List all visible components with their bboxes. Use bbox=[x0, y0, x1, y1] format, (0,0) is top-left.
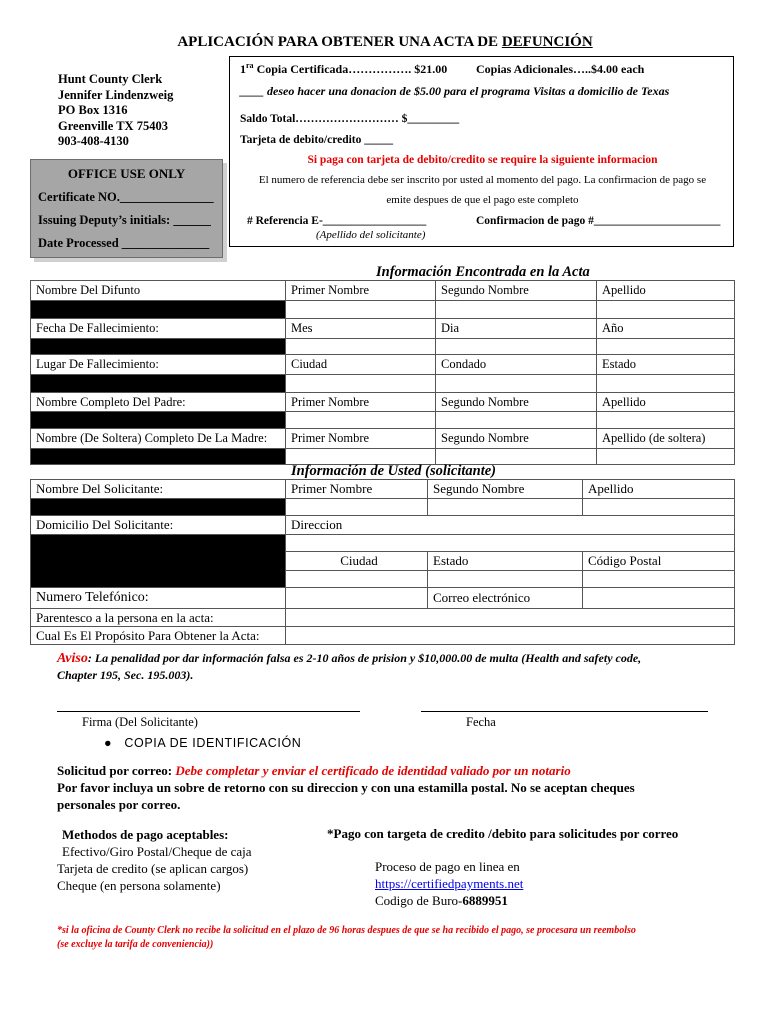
first-copy-text: Copia Certificada……………. $21.00 bbox=[253, 62, 448, 76]
table-row bbox=[31, 429, 735, 449]
input-cell[interactable] bbox=[286, 609, 735, 627]
blacked-cell bbox=[31, 535, 286, 588]
blacked-cell bbox=[31, 339, 286, 355]
bullet-icon: ● bbox=[104, 736, 113, 750]
clerk-line: Jennifer Lindenzweig bbox=[58, 87, 174, 102]
table-row bbox=[31, 516, 735, 535]
online-payment bbox=[375, 858, 523, 909]
row-label: Lugar De Fallecimiento: bbox=[31, 355, 286, 375]
mail-line-3: personales por correo. bbox=[57, 797, 181, 812]
clerk-line: 903-408-4130 bbox=[58, 134, 129, 148]
payment-link[interactable]: https://certifiedpayments.net bbox=[375, 876, 524, 891]
table-row bbox=[31, 627, 735, 645]
donation-line bbox=[240, 84, 669, 99]
method-item: Cheque (en persona solamente) bbox=[57, 878, 221, 893]
donation-blank[interactable]: ____ bbox=[240, 84, 264, 98]
refund-line: (se excluye la tarifa de conveniencia)) bbox=[57, 939, 214, 950]
input-cell[interactable] bbox=[436, 339, 597, 355]
deputy-initials-field[interactable]: Issuing Deputy’s initials: ______ bbox=[38, 213, 211, 227]
input-cell[interactable] bbox=[583, 588, 735, 609]
row-label: Nombre Completo Del Padre: bbox=[31, 393, 286, 412]
col-label: Mes bbox=[286, 319, 436, 339]
table-row bbox=[31, 355, 735, 375]
input-cell[interactable] bbox=[286, 301, 436, 319]
col-label: Ciudad bbox=[286, 355, 436, 375]
clerk-line: Greenville TX 75403 bbox=[58, 118, 168, 133]
blacked-cell bbox=[31, 375, 286, 393]
col-label: Dia bbox=[436, 319, 597, 339]
input-cell[interactable] bbox=[597, 301, 735, 319]
id-copy-item bbox=[104, 736, 301, 750]
id-copy-text: COPIA DE IDENTIFICACIÓN bbox=[124, 736, 302, 750]
table-row bbox=[31, 339, 735, 355]
input-cell[interactable] bbox=[597, 449, 735, 465]
methods-title: Methodos de pago aceptables: bbox=[62, 827, 229, 842]
online-text: Proceso de pago en linea en bbox=[375, 859, 520, 874]
col-label: Apellido (de soltera) bbox=[597, 429, 735, 449]
col-label: Primer Nombre bbox=[286, 281, 436, 301]
input-cell[interactable] bbox=[286, 571, 428, 588]
input-cell[interactable] bbox=[286, 412, 436, 429]
reference-field[interactable]: # Referencia E-__________________ bbox=[247, 215, 427, 227]
row-label: Cual Es El Propósito Para Obtener la Acta: bbox=[31, 627, 286, 645]
input-cell[interactable] bbox=[428, 571, 583, 588]
row-label: Nombre Del Difunto bbox=[31, 281, 286, 301]
signature-label: Firma (Del Solicitante) bbox=[82, 715, 198, 729]
table-row bbox=[31, 609, 735, 627]
col-label: Segundo Nombre bbox=[436, 281, 597, 301]
table-row bbox=[31, 375, 735, 393]
col-label: Apellido bbox=[597, 393, 735, 412]
aviso-text-2: Chapter 195, Sec. 195.003). bbox=[57, 668, 194, 682]
aviso-label: Aviso bbox=[57, 651, 88, 666]
col-label: Estado bbox=[428, 552, 583, 571]
col-label: Condado bbox=[436, 355, 597, 375]
blacked-cell bbox=[31, 449, 286, 465]
row-label: Fecha De Fallecimiento: bbox=[31, 319, 286, 339]
input-cell[interactable] bbox=[286, 339, 436, 355]
refund-notice bbox=[57, 924, 747, 952]
input-cell[interactable] bbox=[597, 412, 735, 429]
table-row bbox=[31, 480, 735, 499]
date-label: Fecha bbox=[466, 715, 496, 729]
blacked-cell bbox=[31, 412, 286, 429]
row-label: Parentesco a la persona en la acta: bbox=[31, 609, 286, 627]
title-underlined: DEFUNCIÓN bbox=[501, 34, 593, 50]
input-cell[interactable] bbox=[286, 627, 735, 645]
col-label: Código Postal bbox=[583, 552, 735, 571]
reference-sub: (Apellido del solicitante) bbox=[316, 229, 426, 241]
first-copy-sup: ra bbox=[246, 61, 254, 70]
date-line[interactable] bbox=[421, 711, 708, 712]
input-cell[interactable] bbox=[428, 499, 583, 516]
table-row bbox=[31, 499, 735, 516]
first-copy-num: 1 bbox=[240, 62, 246, 76]
table-row bbox=[31, 535, 735, 552]
refund-line: *si la oficina de County Clerk no recibe la solicitud en el plazo de 96 horas despues de que se ha recibido el pago, se procesara un reembolso bbox=[57, 925, 636, 936]
donation-text: deseo hacer una donacion de $5.00 para el programa Visitas a domicilio de Texas bbox=[264, 84, 670, 98]
col-label: Apellido bbox=[597, 281, 735, 301]
card-notice: Si paga con tarjeta de debito/credito se require la siguiente informacion bbox=[307, 154, 658, 166]
buro-code bbox=[375, 892, 523, 909]
input-cell[interactable] bbox=[436, 375, 597, 393]
input-cell[interactable] bbox=[436, 301, 597, 319]
buro-label: Codigo de Buro- bbox=[375, 893, 463, 908]
input-cell[interactable] bbox=[583, 571, 735, 588]
confirmation-field[interactable]: Confirmacion de pago #______________________ bbox=[476, 215, 721, 227]
col-label: Primer Nombre bbox=[286, 393, 436, 412]
row-label: Nombre Del Solicitante: bbox=[31, 480, 286, 499]
col-label: Segundo Nombre bbox=[436, 429, 597, 449]
mail-line-2: Por favor incluya un sobre de retorno con su direccion y con una estamilla postal. No se aceptan cheques bbox=[57, 780, 635, 795]
page-title bbox=[0, 34, 770, 51]
blacked-cell bbox=[31, 499, 286, 516]
fee-box bbox=[229, 56, 734, 247]
method-item: Efectivo/Giro Postal/Cheque de caja bbox=[62, 844, 252, 859]
table-row bbox=[31, 319, 735, 339]
clerk-line: Hunt County Clerk bbox=[58, 72, 163, 86]
office-title: OFFICE USE ONLY bbox=[67, 166, 186, 181]
record-section-header: Información Encontrada en la Acta bbox=[376, 264, 590, 280]
col-label: Primer Nombre bbox=[286, 429, 436, 449]
col-label: Correo electrónico bbox=[428, 588, 583, 609]
card-payment-title: *Pago con targeta de credito /debito para solicitudes por correo bbox=[327, 826, 679, 841]
total-line[interactable]: Saldo Total……………………… $_________ bbox=[240, 113, 460, 125]
applicant-section-header: Información de Usted (solicitante) bbox=[291, 463, 497, 479]
additional-copies-fee: Copias Adicionales…..$4.00 each bbox=[476, 62, 645, 76]
payment-methods bbox=[57, 826, 252, 894]
method-item: Tarjeta de credito (se aplican cargos) bbox=[57, 861, 249, 876]
table-row bbox=[31, 412, 735, 429]
col-label: Segundo Nombre bbox=[428, 480, 583, 499]
input-cell[interactable] bbox=[597, 375, 735, 393]
mail-red-text: Debe completar y enviar el certificado de identidad valiado por un notario bbox=[175, 763, 571, 778]
table-row bbox=[31, 393, 735, 412]
certificate-number-field[interactable]: Certificate NO._______________ bbox=[38, 190, 214, 204]
ref-note: emite despues de que el pago este completo bbox=[386, 194, 579, 206]
clerk-address bbox=[58, 72, 173, 150]
input-cell[interactable] bbox=[583, 499, 735, 516]
aviso-notice bbox=[57, 650, 717, 684]
office-use-box bbox=[30, 159, 223, 258]
row-label: Nombre (De Soltera) Completo De La Madre: bbox=[31, 429, 286, 449]
table-row bbox=[31, 301, 735, 319]
mail-label: Solicitud por correo: bbox=[57, 763, 176, 778]
input-cell[interactable] bbox=[286, 499, 428, 516]
input-cell[interactable] bbox=[597, 339, 735, 355]
col-label: Segundo Nombre bbox=[436, 393, 597, 412]
mail-instructions bbox=[57, 762, 737, 813]
input-cell[interactable] bbox=[286, 375, 436, 393]
table-row bbox=[31, 281, 735, 301]
col-label: Primer Nombre bbox=[286, 480, 428, 499]
col-label: Apellido bbox=[583, 480, 735, 499]
aviso-text: : La penalidad por dar información falsa es 2-10 años de prision y $10,000.00 de multa (Health and safety code, bbox=[87, 651, 642, 665]
row-label: Domicilio Del Solicitante: bbox=[31, 516, 286, 535]
buro-value: 6889951 bbox=[462, 893, 508, 908]
col-label: Direccion bbox=[286, 516, 735, 535]
ref-note: El numero de referencia debe ser inscrito por usted al momento del pago. La confirmacion de pago se bbox=[258, 174, 707, 186]
table-row bbox=[31, 588, 735, 609]
col-label: Estado bbox=[597, 355, 735, 375]
input-cell[interactable] bbox=[286, 535, 735, 552]
input-cell[interactable] bbox=[286, 588, 428, 609]
applicant-table bbox=[30, 479, 735, 645]
card-line[interactable]: Tarjeta de debito/credito _____ bbox=[240, 134, 393, 146]
col-label: Año bbox=[597, 319, 735, 339]
title-prefix: APLICACIÓN PARA OBTENER UNA ACTA DE bbox=[177, 34, 502, 50]
clerk-line: PO Box 1316 bbox=[58, 103, 128, 117]
date-processed-field[interactable]: Date Processed ______________ bbox=[38, 236, 210, 250]
input-cell[interactable] bbox=[436, 412, 597, 429]
signature-line[interactable] bbox=[57, 711, 360, 712]
row-label: Numero Telefónico: bbox=[31, 588, 286, 609]
col-label: Ciudad bbox=[286, 552, 428, 571]
record-table bbox=[30, 280, 735, 465]
blacked-cell bbox=[31, 301, 286, 319]
first-copy-fee bbox=[240, 61, 447, 77]
